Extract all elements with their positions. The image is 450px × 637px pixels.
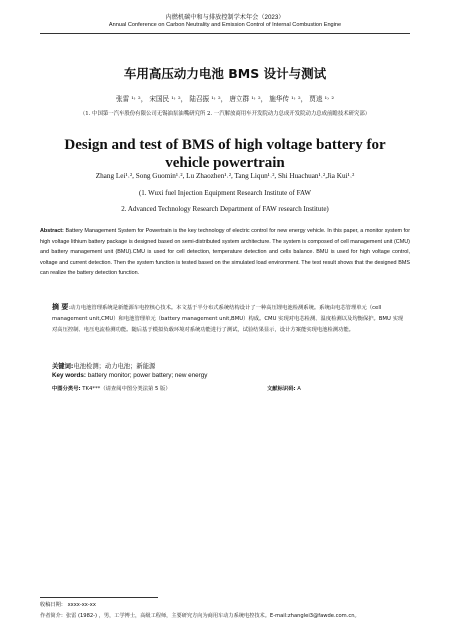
abstract-cn	[52, 302, 407, 337]
footnote-author-bio: 作者简介：张雷 (1982-) ，男，工学博士，高级工程师，主要研究方向为商用车动力系统电控技术。E-mail:zhanglei3@fawde.com.cn。	[40, 613, 360, 619]
keywords-en-text: battery monitor; power battery; new energy	[85, 372, 208, 379]
keywords-cn	[52, 361, 407, 370]
affiliation-en-2: 2. Advanced Technology Research Department of FAW research Institute)	[121, 205, 329, 213]
keywords-en-label: Key words:	[52, 372, 86, 379]
paper-title-cn: 车用高压动力电池 BMS 设计与测试	[123, 66, 327, 81]
abstract-en-text: Battery Management System for Powertrain is the key technology of electric control for new energy vehicle. In this paper, a monitor system for high voltage lithium battery package is designed based on semi-distributed system architecture. The system is composed of cell management unit (CMU) and battery management unit (BMU).CMU is used for cell detection, temperature detection and cells balance. BMU is used for high voltage control, voltage and current detection. Then the system function is tested based on the simulated load environment. The test result shows that the designed BMS can realize the battery detection function.	[40, 228, 410, 277]
abstract-en	[40, 226, 410, 279]
document-code	[267, 384, 301, 392]
abstract-en-label: Abstract:	[40, 228, 64, 234]
footnote-received: 收稿日期： xxxx-xx-xx	[40, 602, 96, 608]
authors-cn: 张雷 ¹˒ ²， 宋国民 ¹˒ ²， 陆召振 ¹˒ ²， 唐立群 ¹˒ ²， 施华传 ¹˒ ²， 贾逵 ¹˒ ²	[116, 95, 334, 103]
classification-line	[52, 384, 407, 392]
paper-title-en-line1: Design and test of BMS of high voltage battery for	[64, 137, 386, 153]
document-code-label: 文献标识码:	[267, 386, 296, 392]
classification-label: 中图分类号:	[52, 386, 81, 392]
abstract-cn-label: 摘 要	[52, 303, 69, 311]
conference-header-cn: 内燃机碳中和与排放控制学术年会（2023）	[165, 14, 285, 21]
affiliation-en-1: (1. Wuxi fuel Injection Equipment Research Institute of FAW	[138, 189, 312, 197]
authors-en: Zhang Lei¹˒², Song Guomin¹˒², Lu Zhaozhen¹˒², Tang Liqun¹˒², Shi Huachuan¹˒²,Jia Kui¹˒²	[95, 172, 355, 180]
affiliation-cn: （1. 中国第一汽车股份有限公司无锡油泵油嘴研究所 2. 一汽解放商用车开发院动力总成开发院动力总成前瞻技术研究部）	[79, 111, 371, 117]
paper-title-en-line2: vehicle powertrain	[165, 155, 285, 171]
header-divider	[40, 33, 410, 34]
abstract-cn-text: :动力电池管理系统是新能源车电控核心技术。本文基于半分布式系统结构设计了一种高压锂电池检测系统。系统由电芯管理单元（cell management unit,CMU）和电池管理单元（battery management unit,BMU）构成。CMU 实现对电芯检测、温度检测以及均衡保护。BMU 实现对高压控制、电压电流检测功能。随后基于模拟负载环境对系统功能进行了测试，试验结果显示，设计方案能实现电池检测功能。	[52, 305, 404, 334]
classification-value: TK4***（请查阅中图分类法第 5 版）	[80, 386, 171, 392]
document-code-value: A	[295, 386, 301, 392]
conference-header-en: Annual Conference on Carbon Neutrality and Emission Control of Internal Combustion Engine	[108, 22, 342, 28]
keywords-en	[52, 372, 407, 379]
keywords-cn-text: 电池检测；动力电池；新能源	[73, 363, 156, 370]
paper-title-en	[40, 136, 410, 172]
keywords-cn-label: 关键词:	[52, 363, 74, 370]
footnote-divider	[40, 597, 158, 598]
